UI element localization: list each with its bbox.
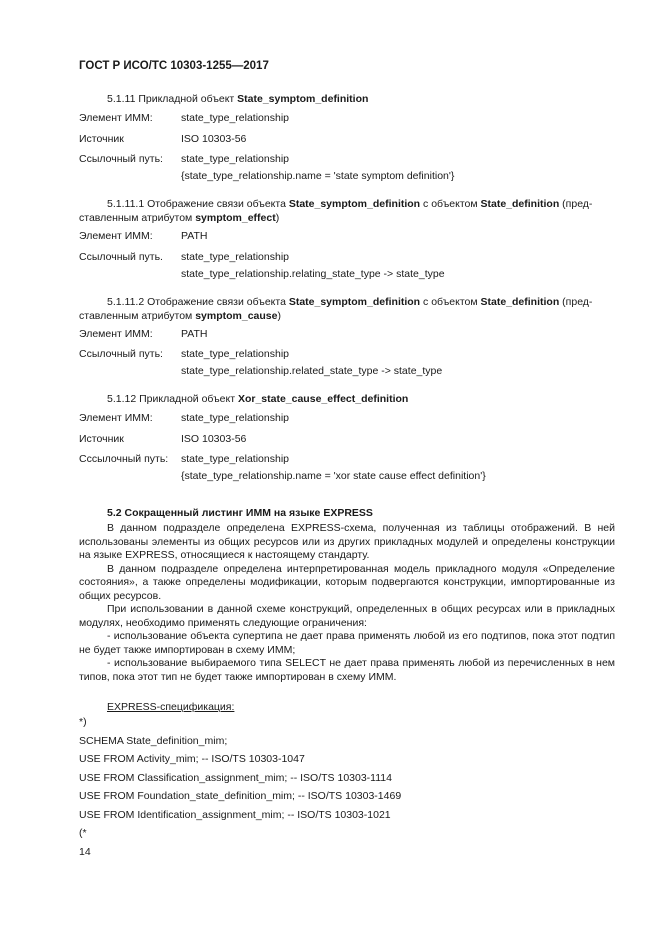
section-5-1-12-title bbox=[107, 393, 408, 405]
row-label: Элемент ИММ: bbox=[79, 412, 153, 424]
row-label: Ссылочный путь. bbox=[79, 251, 163, 263]
attribute-name: symptom_effect bbox=[195, 212, 276, 224]
title-text: с объектом bbox=[420, 296, 481, 308]
entity-name: State_symptom_definition bbox=[288, 296, 421, 308]
title-text: (пред- bbox=[559, 198, 593, 210]
code-line: SCHEMA State_definition_mim; bbox=[79, 734, 228, 747]
title-text: с объектом bbox=[420, 198, 481, 210]
row-value: state_type_relationship bbox=[181, 348, 289, 360]
row-label: Источник bbox=[79, 433, 124, 445]
entity-name: Xor_state_cause_effect_definition bbox=[237, 393, 409, 405]
title-text: ставленным атрибутом bbox=[79, 212, 196, 224]
title-text: (пред- bbox=[559, 296, 593, 308]
row-value: state_type_relationship bbox=[181, 412, 289, 424]
code-line: USE FROM Foundation_state_definition_mim; -- ISO/TS 10303-1469 bbox=[79, 790, 402, 802]
paragraph: В данном подразделе определена EXPRESS-схема, полученная из таблицы отображений. В ней использованы элементы из общих ресурсов или из других прикладных модулей и определены конструкции на языке EXPRESS, относящиеся к настоящему стандарту. bbox=[79, 522, 615, 561]
row-label: Элемент ИММ: bbox=[79, 328, 153, 340]
entity-name: State_symptom_definition bbox=[237, 93, 369, 105]
section-title-text: 5.1.11 Прикладной объект bbox=[107, 93, 238, 105]
list-item: - использование выбираемого типа SELECT не дает права применять любой из перечисленных в нем типов, пока этот тип не будет также импортирован в схему ИММ. bbox=[79, 657, 615, 683]
title-text: ) bbox=[277, 310, 281, 322]
row-value-continuation: state_type_relationship.relating_state_type -> state_type bbox=[181, 268, 445, 280]
code-line: *) bbox=[79, 716, 87, 728]
section-5-1-11-title bbox=[107, 93, 368, 105]
paragraph: В данном подразделе определена интерпретированная модель прикладного модуля «Определение состояния», а также определены модификации, которым подвергаются конструкции, импортированные из общих ресурсов. bbox=[79, 562, 615, 602]
row-label: Элемент ИММ: bbox=[79, 112, 153, 124]
row-value: state_type_relationship bbox=[181, 453, 289, 465]
entity-name: State_definition bbox=[480, 296, 560, 308]
title-text: 5.1.11.2 Отображение связи объекта bbox=[107, 296, 289, 308]
section-5-1-11-2-title-cont bbox=[79, 310, 281, 322]
express-code-block bbox=[79, 713, 401, 843]
section-5-2-body bbox=[79, 522, 615, 684]
row-label: Элемент ИММ: bbox=[79, 230, 153, 242]
section-5-2-heading: 5.2 Сокращенный листинг ИММ на языке EXPRESS bbox=[107, 507, 373, 519]
row-value: state_type_relationship bbox=[181, 112, 289, 124]
code-line: USE FROM Classification_assignment_mim; -- ISO/TS 10303-1114 bbox=[79, 771, 392, 784]
section-5-1-11-2-title bbox=[107, 296, 592, 308]
section-title-text: 5.1.12 Прикладной объект bbox=[107, 393, 238, 405]
section-5-1-11-1-title-cont bbox=[79, 212, 279, 224]
code-line: USE FROM Activity_mim; -- ISO/TS 10303-1047 bbox=[79, 753, 305, 765]
list-item: - использование объекта супертипа не дает права применять любой из его подтипов, пока этот подтип не будет также импортирован в схему ИММ; bbox=[79, 630, 615, 656]
row-value: ISO 10303-56 bbox=[181, 433, 247, 445]
row-label: Ссылочный путь: bbox=[79, 348, 163, 360]
title-text: 5.1.11.1 Отображение связи объекта bbox=[107, 198, 289, 210]
row-label: Сссылочный путь: bbox=[79, 453, 169, 465]
title-text: ставленным атрибутом bbox=[79, 310, 196, 322]
row-value-continuation: state_type_relationship.related_state_type -> state_type bbox=[181, 365, 443, 377]
page-number: 14 bbox=[79, 846, 91, 858]
entity-name: State_symptom_definition bbox=[288, 198, 421, 210]
express-spec-label: EXPRESS-спецификация: bbox=[107, 701, 235, 713]
code-line: (* bbox=[79, 827, 87, 839]
section-5-1-11-1-title bbox=[107, 198, 592, 210]
row-value: PATH bbox=[181, 230, 208, 242]
row-value-continuation: {state_type_relationship.name = 'state symptom definition'} bbox=[181, 170, 455, 182]
code-line: USE FROM Identification_assignment_mim; -- ISO/TS 10303-1021 bbox=[79, 808, 391, 821]
row-value: PATH bbox=[181, 328, 208, 340]
attribute-name: symptom_cause bbox=[195, 310, 278, 322]
row-value: state_type_relationship bbox=[181, 153, 289, 165]
row-label: Ссылочный путь: bbox=[79, 153, 163, 165]
paragraph: При использовании в данной схеме конструкций, определенных в общих ресурсах или в прикладных модулях, необходимо применять следующие ограничения: bbox=[79, 603, 615, 629]
document-header: ГОСТ Р ИСО/ТС 10303-1255—2017 bbox=[79, 60, 269, 72]
entity-name: State_definition bbox=[480, 198, 560, 210]
row-value-continuation: {state_type_relationship.name = 'xor state cause effect definition'} bbox=[181, 470, 486, 482]
row-value: state_type_relationship bbox=[181, 251, 289, 263]
row-label: Источник bbox=[79, 133, 124, 145]
row-value: ISO 10303-56 bbox=[181, 133, 247, 145]
title-text: ) bbox=[275, 212, 280, 224]
